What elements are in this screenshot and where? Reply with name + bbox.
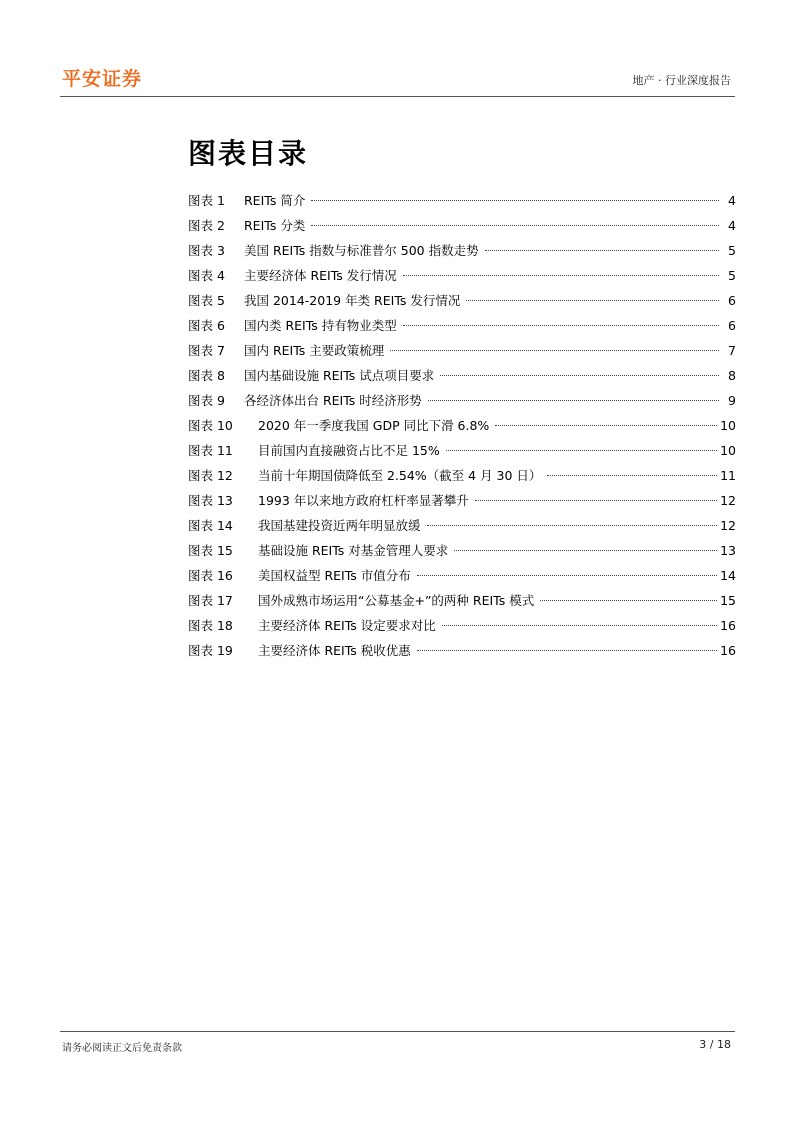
page-number: 3 / 18 bbox=[699, 1038, 731, 1051]
toc-page-number: 6 bbox=[728, 318, 736, 333]
toc-dot-leader bbox=[485, 250, 719, 251]
toc-figure-title: 国内类 REITs 持有物业类型 bbox=[244, 318, 397, 333]
toc-page-number: 15 bbox=[720, 593, 736, 608]
toc-dot-leader bbox=[454, 550, 717, 551]
disclaimer-note: 请务必阅读正文后免责条款 bbox=[62, 1043, 182, 1054]
toc-dot-leader bbox=[495, 425, 717, 426]
toc-page-number: 12 bbox=[720, 493, 736, 508]
toc-figure-label: 图表 17 bbox=[188, 593, 233, 608]
toc-page-number: 16 bbox=[720, 618, 736, 633]
toc-dot-leader bbox=[442, 625, 717, 626]
toc-figure-title: REITs 分类 bbox=[244, 218, 306, 233]
toc-figure-label: 图表 10 bbox=[188, 418, 233, 433]
toc-figure-title: REITs 简介 bbox=[244, 193, 306, 208]
toc-figure-title: 基础设施 REITs 对基金管理人要求 bbox=[258, 543, 449, 558]
toc-page-number: 16 bbox=[720, 643, 736, 658]
toc-entry[interactable] bbox=[188, 413, 736, 438]
toc-figure-title: 国外成熟市场运用“公募基金+”的两种 REITs 模式 bbox=[258, 593, 535, 608]
toc-dot-leader bbox=[403, 325, 719, 326]
toc-page-number: 8 bbox=[728, 368, 736, 383]
toc-page-number: 7 bbox=[728, 343, 736, 358]
toc-figure-title: 主要经济体 REITs 税收优惠 bbox=[258, 643, 411, 658]
toc-dot-leader bbox=[466, 300, 719, 301]
toc-dot-leader bbox=[547, 475, 717, 476]
toc-figure-label: 图表 1 bbox=[188, 193, 225, 208]
toc-dot-leader bbox=[427, 525, 718, 526]
toc-page-number: 6 bbox=[728, 293, 736, 308]
toc-page-number: 5 bbox=[728, 243, 736, 258]
toc-dot-leader bbox=[403, 275, 719, 276]
toc-figure-label: 图表 14 bbox=[188, 518, 233, 533]
toc-figure-label: 图表 19 bbox=[188, 643, 233, 658]
toc-figure-title: 主要经济体 REITs 设定要求对比 bbox=[258, 618, 436, 633]
brand-logo: 平安证券 bbox=[62, 68, 143, 90]
toc-page-number: 4 bbox=[728, 218, 736, 233]
toc-entry[interactable] bbox=[188, 638, 736, 663]
toc-figure-title: 美国权益型 REITs 市值分布 bbox=[258, 568, 411, 583]
toc-figure-title: 我国 2014-2019 年类 REITs 发行情况 bbox=[244, 293, 461, 308]
toc-figure-label: 图表 6 bbox=[188, 318, 225, 333]
toc-page-number: 13 bbox=[720, 543, 736, 558]
toc-figure-label: 图表 8 bbox=[188, 368, 225, 383]
toc-entry[interactable] bbox=[188, 538, 736, 563]
page-title: 图表目录 bbox=[188, 137, 309, 170]
toc-entry[interactable] bbox=[188, 263, 736, 288]
toc-figure-title: 目前国内直接融资占比不足 15% bbox=[258, 443, 440, 458]
toc-figure-title: 2020 年一季度我国 GDP 同比下滑 6.8% bbox=[258, 418, 490, 433]
toc-entry[interactable] bbox=[188, 213, 736, 238]
report-category: 地产 · 行业深度报告 bbox=[632, 74, 731, 87]
toc-entry[interactable] bbox=[188, 238, 736, 263]
toc-entry[interactable] bbox=[188, 338, 736, 363]
toc-figure-title: 美国 REITs 指数与标准普尔 500 指数走势 bbox=[244, 243, 479, 258]
toc-entry[interactable] bbox=[188, 488, 736, 513]
toc-dot-leader bbox=[417, 575, 717, 576]
toc-dot-leader bbox=[390, 350, 719, 351]
toc-dot-leader bbox=[475, 500, 717, 501]
toc-entry[interactable] bbox=[188, 588, 736, 613]
toc-figure-title: 国内基础设施 REITs 试点项目要求 bbox=[244, 368, 435, 383]
header-divider bbox=[60, 96, 735, 97]
toc-entry[interactable] bbox=[188, 388, 736, 413]
toc-dot-leader bbox=[446, 450, 717, 451]
toc-figure-label: 图表 15 bbox=[188, 543, 233, 558]
toc-page-number: 14 bbox=[720, 568, 736, 583]
toc-figure-label: 图表 11 bbox=[188, 443, 233, 458]
toc-entry[interactable] bbox=[188, 363, 736, 388]
toc-dot-leader bbox=[540, 600, 717, 601]
toc-figure-title: 主要经济体 REITs 发行情况 bbox=[244, 268, 397, 283]
toc-dot-leader bbox=[428, 400, 719, 401]
toc-page-number: 4 bbox=[728, 193, 736, 208]
toc-figure-label: 图表 12 bbox=[188, 468, 233, 483]
toc-figure-label: 图表 5 bbox=[188, 293, 225, 308]
toc-page-number: 11 bbox=[720, 468, 736, 483]
toc-figure-title: 1993 年以来地方政府杠杆率显著攀升 bbox=[258, 493, 469, 508]
toc-figure-label: 图表 3 bbox=[188, 243, 225, 258]
toc-figure-label: 图表 7 bbox=[188, 343, 225, 358]
toc-figure-title: 各经济体出台 REITs 时经济形势 bbox=[244, 393, 422, 408]
toc-dot-leader bbox=[311, 225, 719, 226]
toc-figure-label: 图表 2 bbox=[188, 218, 225, 233]
toc-figure-label: 图表 18 bbox=[188, 618, 233, 633]
toc-figure-label: 图表 16 bbox=[188, 568, 233, 583]
toc-figure-title: 当前十年期国债降低至 2.54%（截至 4 月 30 日） bbox=[258, 468, 542, 483]
toc-page-number: 10 bbox=[720, 443, 736, 458]
toc-page-number: 12 bbox=[720, 518, 736, 533]
toc-dot-leader bbox=[417, 650, 717, 651]
toc-dot-leader bbox=[440, 375, 719, 376]
toc-entry[interactable] bbox=[188, 613, 736, 638]
toc-figure-label: 图表 4 bbox=[188, 268, 225, 283]
toc-figure-label: 图表 13 bbox=[188, 493, 233, 508]
toc-page-number: 10 bbox=[720, 418, 736, 433]
toc-page-number: 9 bbox=[728, 393, 736, 408]
toc-figure-title: 我国基建投资近两年明显放缓 bbox=[258, 518, 421, 533]
toc-entry[interactable] bbox=[188, 288, 736, 313]
toc-page-number: 5 bbox=[728, 268, 736, 283]
toc-entry[interactable] bbox=[188, 513, 736, 538]
toc-entry[interactable] bbox=[188, 463, 736, 488]
footer-divider bbox=[60, 1031, 735, 1032]
toc-entry[interactable] bbox=[188, 188, 736, 213]
toc-dot-leader bbox=[311, 200, 719, 201]
toc-entry[interactable] bbox=[188, 313, 736, 338]
toc-figure-title: 国内 REITs 主要政策梳理 bbox=[244, 343, 385, 358]
table-of-figures bbox=[188, 188, 736, 663]
toc-entry[interactable] bbox=[188, 563, 736, 588]
toc-figure-label: 图表 9 bbox=[188, 393, 225, 408]
toc-entry[interactable] bbox=[188, 438, 736, 463]
